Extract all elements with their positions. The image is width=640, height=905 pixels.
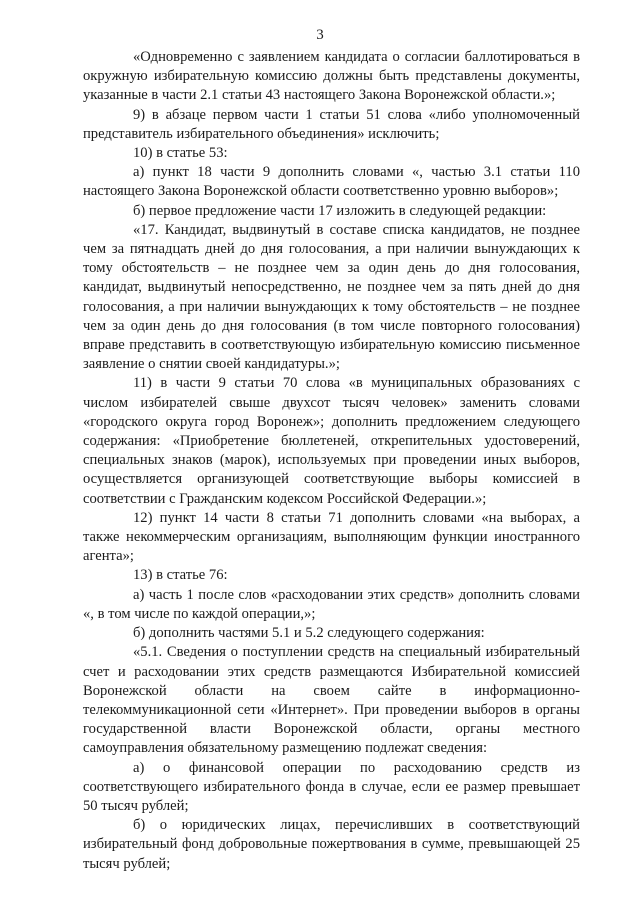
paragraph: а) пункт 18 части 9 дополнить словами «, частью 3.1 статьи 110 настоящего Закона Воронежской области соответственно уровню выборов»; [83,164,580,200]
paragraph: «17. Кандидат, выдвинутый в составе списка кандидатов, не позднее чем за пятнадцать дней до дня голосования, а при наличии вынуждающих к тому обстоятельств – не позднее чем за один день до дня голосования, кандидат, выдвинутый непосредственно, не позднее чем за пять дней до дня голосования, а при наличии вынуждающих к тому обстоятельств – не позднее чем за один день до дня голосования (в том числе повторного голосования) вправе представить в соответствующую избирательную комиссию письменное заявление о снятии своей кандидатуры.»; [83,221,580,373]
paragraph: а) о финансовой операции по расходованию средств из соответствующего избирательного фонда в случае, если ее размер превышает 50 тысяч рублей; [83,759,580,814]
paragraph: а) часть 1 после слов «расходовании этих средств» дополнить словами «, в том числе по каждой операции,»; [83,586,580,622]
page-number: 3 [316,27,324,43]
paragraph: «5.1. Сведения о поступлении средств на специальный избирательный счет и расходовании этих средств размещаются Избирательной комиссией Воронежской области на своем сайте в информационно-телекоммуникационной сети «Интернет». При проведении выборов в органы государственной власти Воронежской области, органы местного самоуправления обязательному размещению подлежат сведения: [83,644,580,757]
paragraph: 13) в статье 76: [133,567,228,584]
body-text [83,48,580,874]
paragraph: б) о юридических лицах, перечисливших в соответствующий избирательный фонд добровольные пожертвования в сумме, превышающей 25 тысяч рублей; [83,817,580,872]
paragraph: 11) в части 9 статьи 70 слова «в муниципальных образованиях с числом избирателей свыше двухсот тысяч человек» заменить словами «городского округа город Воронеж»; дополнить предложением следующего содержания: «Приобретение бюллетеней, открепительных удостоверений, специальных знаков (марок), используемых при проведении иных выборов, осуществляется организующей соответствующие выборы комиссией в соответствии с Гражданским кодексом Российской Федерации.»; [83,375,580,507]
paragraph: б) первое предложение части 17 изложить в следующей редакции: [133,202,547,219]
paragraph: «Одновременно с заявлением кандидата о согласии баллотироваться в окружную избирательную комиссию должны быть представлены документы, указанные в части 2.1 статьи 43 настоящего Закона Воронежской области.»; [83,49,580,104]
paragraph: 9) в абзаце первом части 1 статьи 51 слова «либо уполномоченный представитель избирательного объединения» исключить; [83,106,580,142]
paragraph: б) дополнить частями 5.1 и 5.2 следующего содержания: [133,625,485,642]
paragraph: 10) в статье 53: [133,145,228,162]
paragraph: 12) пункт 14 части 8 статьи 71 дополнить словами «на выборах, а также некоммерческим организациям, выполняющим функции иностранного агента»; [83,509,580,565]
